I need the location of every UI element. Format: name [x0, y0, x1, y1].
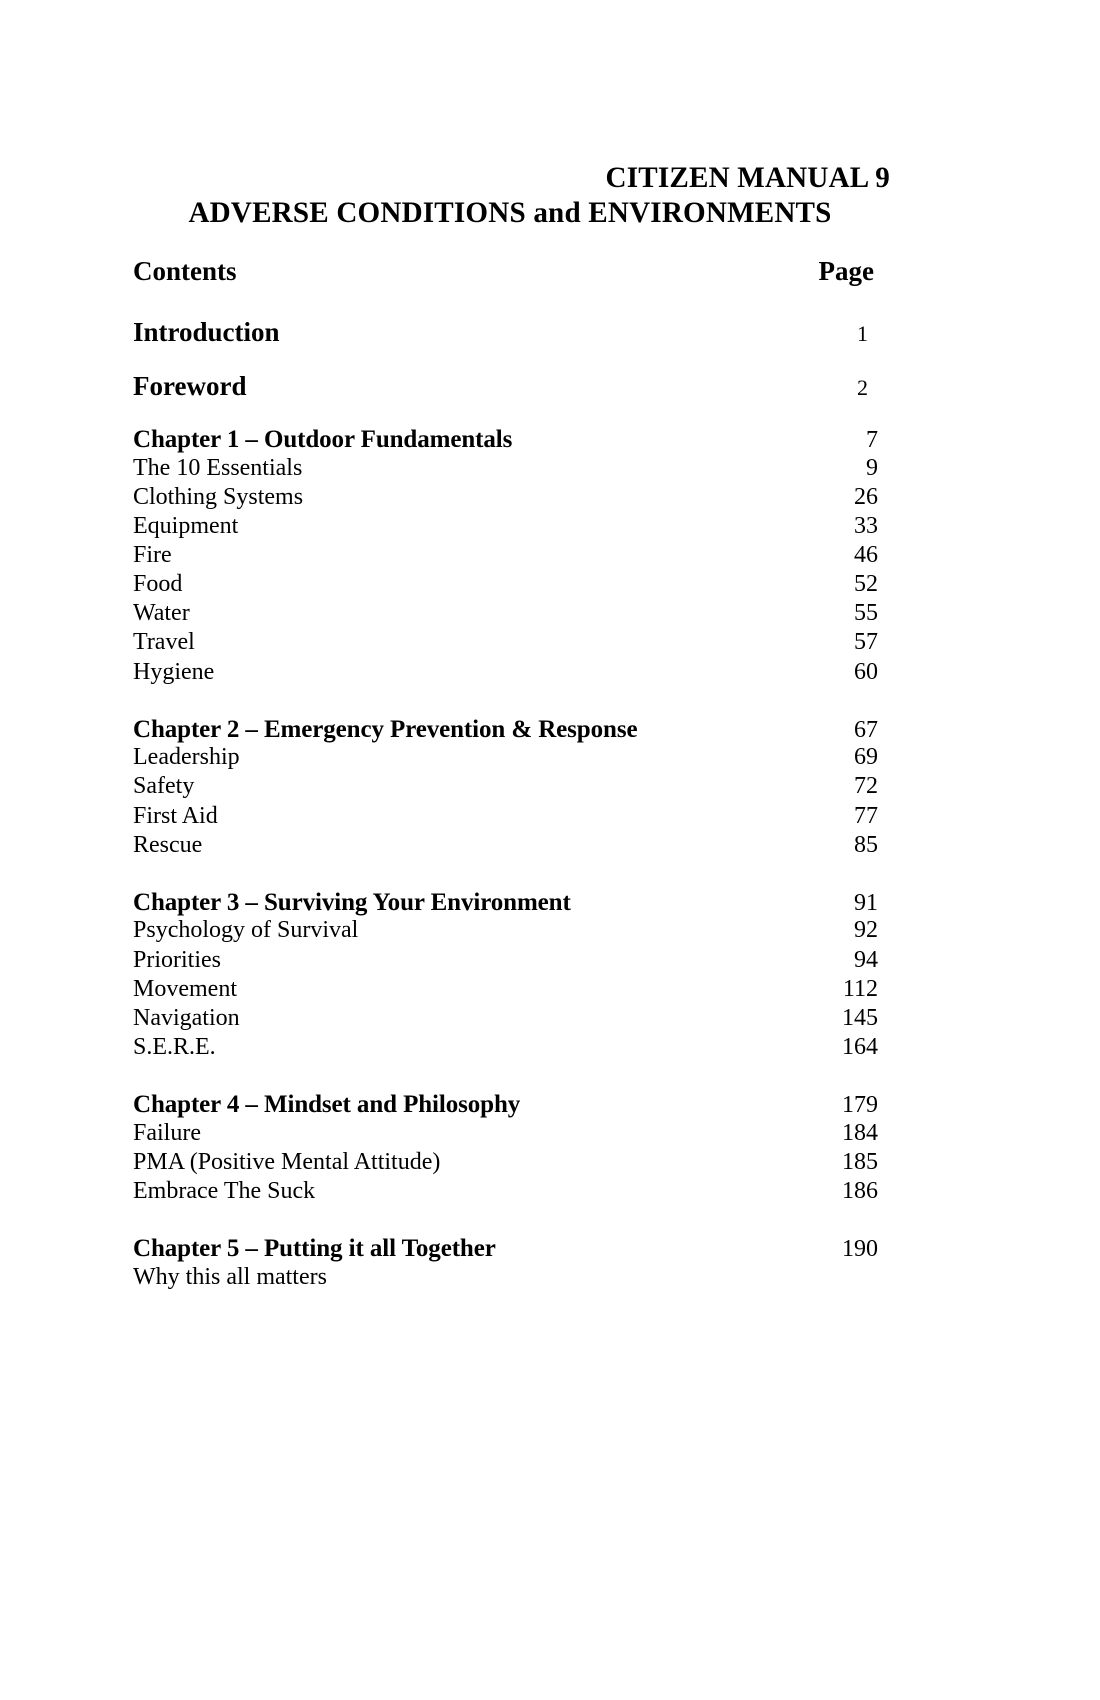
toc-section-page: 164	[842, 1034, 878, 1060]
toc-section-label: Priorities	[133, 946, 221, 973]
toc-section-page: 52	[854, 571, 878, 598]
toc-chapter-heading-4[interactable]	[133, 1092, 878, 1119]
toc-entry-page: 2	[857, 375, 868, 400]
toc-section-row[interactable]	[133, 831, 878, 860]
toc-chapter-heading-1[interactable]	[133, 427, 878, 454]
toc-entry-introduction[interactable]	[133, 319, 878, 346]
toc-section-label: Movement	[133, 975, 237, 1002]
toc-section-row[interactable]	[133, 541, 878, 570]
toc-section-row[interactable]	[133, 483, 878, 512]
toc-section-label: Psychology of Survival	[133, 917, 359, 944]
spacer	[133, 346, 878, 373]
toc-section-row[interactable]	[133, 946, 878, 975]
page-column-header: Page	[818, 256, 874, 286]
toc-chapter-label: Chapter 2 – Emergency Prevention & Response	[133, 715, 638, 743]
toc-section-page: 33	[854, 512, 878, 539]
toc-section-label: PMA (Positive Mental Attitude)	[133, 1148, 441, 1175]
toc-chapter-page: 67	[854, 716, 878, 743]
toc-entry-page: 1	[857, 321, 868, 346]
toc-section-row[interactable]	[133, 975, 878, 1004]
toc-section-label: Clothing Systems	[133, 483, 304, 510]
toc-section-label: S.E.R.E.	[133, 1034, 216, 1060]
toc-section-page: 184	[842, 1119, 878, 1146]
spacer	[133, 687, 878, 717]
toc-section-page: 185	[842, 1148, 878, 1175]
toc-entry-label: Introduction	[133, 317, 280, 347]
toc-section-label: Embrace The Suck	[133, 1177, 316, 1204]
toc-chapter-label: Chapter 5 – Putting it all Together	[133, 1235, 496, 1263]
toc-section-label: Navigation	[133, 1004, 240, 1031]
toc-section-page: 69	[854, 744, 878, 771]
toc-section-page: 72	[854, 773, 878, 800]
toc-chapter-heading-3[interactable]	[133, 890, 878, 917]
toc-section-row[interactable]	[133, 916, 878, 945]
toc-section-row[interactable]	[133, 1177, 878, 1206]
toc-section-page: 60	[854, 658, 878, 685]
toc-chapter-page: 7	[866, 427, 878, 453]
table-of-contents	[133, 258, 878, 1292]
toc-section-page: 77	[854, 802, 878, 829]
toc-entry-foreword[interactable]	[133, 373, 878, 400]
toc-section-label: Water	[133, 600, 190, 627]
toc-section-label: Fire	[133, 541, 172, 568]
document-title-block	[130, 160, 890, 232]
toc-chapter-label: Chapter 1 – Outdoor Fundamentals	[133, 426, 513, 453]
manual-title-line-2: ADVERSE CONDITIONS and ENVIRONMENTS	[188, 196, 832, 230]
spacer	[133, 285, 878, 319]
toc-chapter-heading-5[interactable]	[133, 1236, 878, 1263]
toc-section-label: Safety	[133, 773, 195, 800]
toc-section-row[interactable]	[133, 599, 878, 628]
toc-group-chapter-1	[133, 427, 878, 687]
toc-section-page: 55	[854, 600, 878, 627]
contents-column-header: Contents	[133, 256, 237, 286]
toc-chapter-page: 190	[842, 1236, 878, 1263]
toc-section-row[interactable]	[133, 743, 878, 772]
toc-section-label: Hygiene	[133, 658, 215, 685]
toc-section-row[interactable]	[133, 772, 878, 801]
toc-group-chapter-4	[133, 1092, 878, 1206]
manual-title-line-1: CITIZEN MANUAL 9	[605, 161, 890, 194]
toc-group-chapter-5	[133, 1236, 878, 1292]
toc-section-row[interactable]	[133, 1119, 878, 1148]
spacer	[133, 400, 878, 427]
toc-column-headers	[133, 258, 881, 285]
toc-section-row[interactable]	[133, 658, 878, 687]
toc-section-page: 85	[854, 831, 878, 858]
toc-section-row[interactable]	[133, 1263, 878, 1292]
toc-section-label: Why this all matters	[133, 1263, 327, 1290]
toc-section-page: 9	[866, 454, 878, 481]
spacer	[133, 1062, 878, 1092]
toc-section-row[interactable]	[133, 1004, 878, 1033]
toc-section-row[interactable]	[133, 512, 878, 541]
toc-group-chapter-3	[133, 890, 878, 1062]
toc-section-row[interactable]	[133, 1148, 878, 1177]
toc-section-page: 57	[854, 629, 878, 656]
toc-entry-label: Foreword	[133, 371, 247, 401]
toc-section-label: First Aid	[133, 802, 218, 829]
spacer	[133, 1206, 878, 1236]
toc-section-page: 145	[842, 1004, 878, 1031]
spacer	[133, 860, 878, 890]
toc-section-page: 26	[854, 483, 878, 510]
toc-section-page: 186	[842, 1177, 878, 1204]
toc-section-label: Rescue	[133, 831, 203, 858]
toc-section-label: Equipment	[133, 512, 239, 539]
toc-section-label: Failure	[133, 1119, 201, 1146]
toc-chapter-page: 91	[854, 889, 878, 916]
toc-section-page: 94	[854, 946, 878, 973]
toc-section-row[interactable]	[133, 802, 878, 831]
toc-section-row[interactable]	[133, 570, 878, 599]
toc-section-row[interactable]	[133, 1033, 878, 1062]
toc-chapter-page: 179	[842, 1092, 878, 1119]
toc-group-chapter-2	[133, 717, 878, 860]
toc-section-label: Food	[133, 571, 183, 598]
toc-section-row[interactable]	[133, 628, 878, 657]
toc-section-page: 112	[842, 975, 878, 1002]
toc-section-page: 92	[854, 917, 878, 944]
toc-section-row[interactable]	[133, 454, 878, 483]
toc-chapter-heading-2[interactable]	[133, 717, 878, 744]
toc-section-label: Travel	[133, 629, 195, 656]
toc-section-page: 46	[854, 541, 878, 568]
toc-section-label: Leadership	[133, 744, 240, 771]
toc-chapter-label: Chapter 3 – Surviving Your Environment	[133, 888, 571, 916]
toc-section-label: The 10 Essentials	[133, 454, 303, 481]
toc-chapter-label: Chapter 4 – Mindset and Philosophy	[133, 1091, 521, 1119]
